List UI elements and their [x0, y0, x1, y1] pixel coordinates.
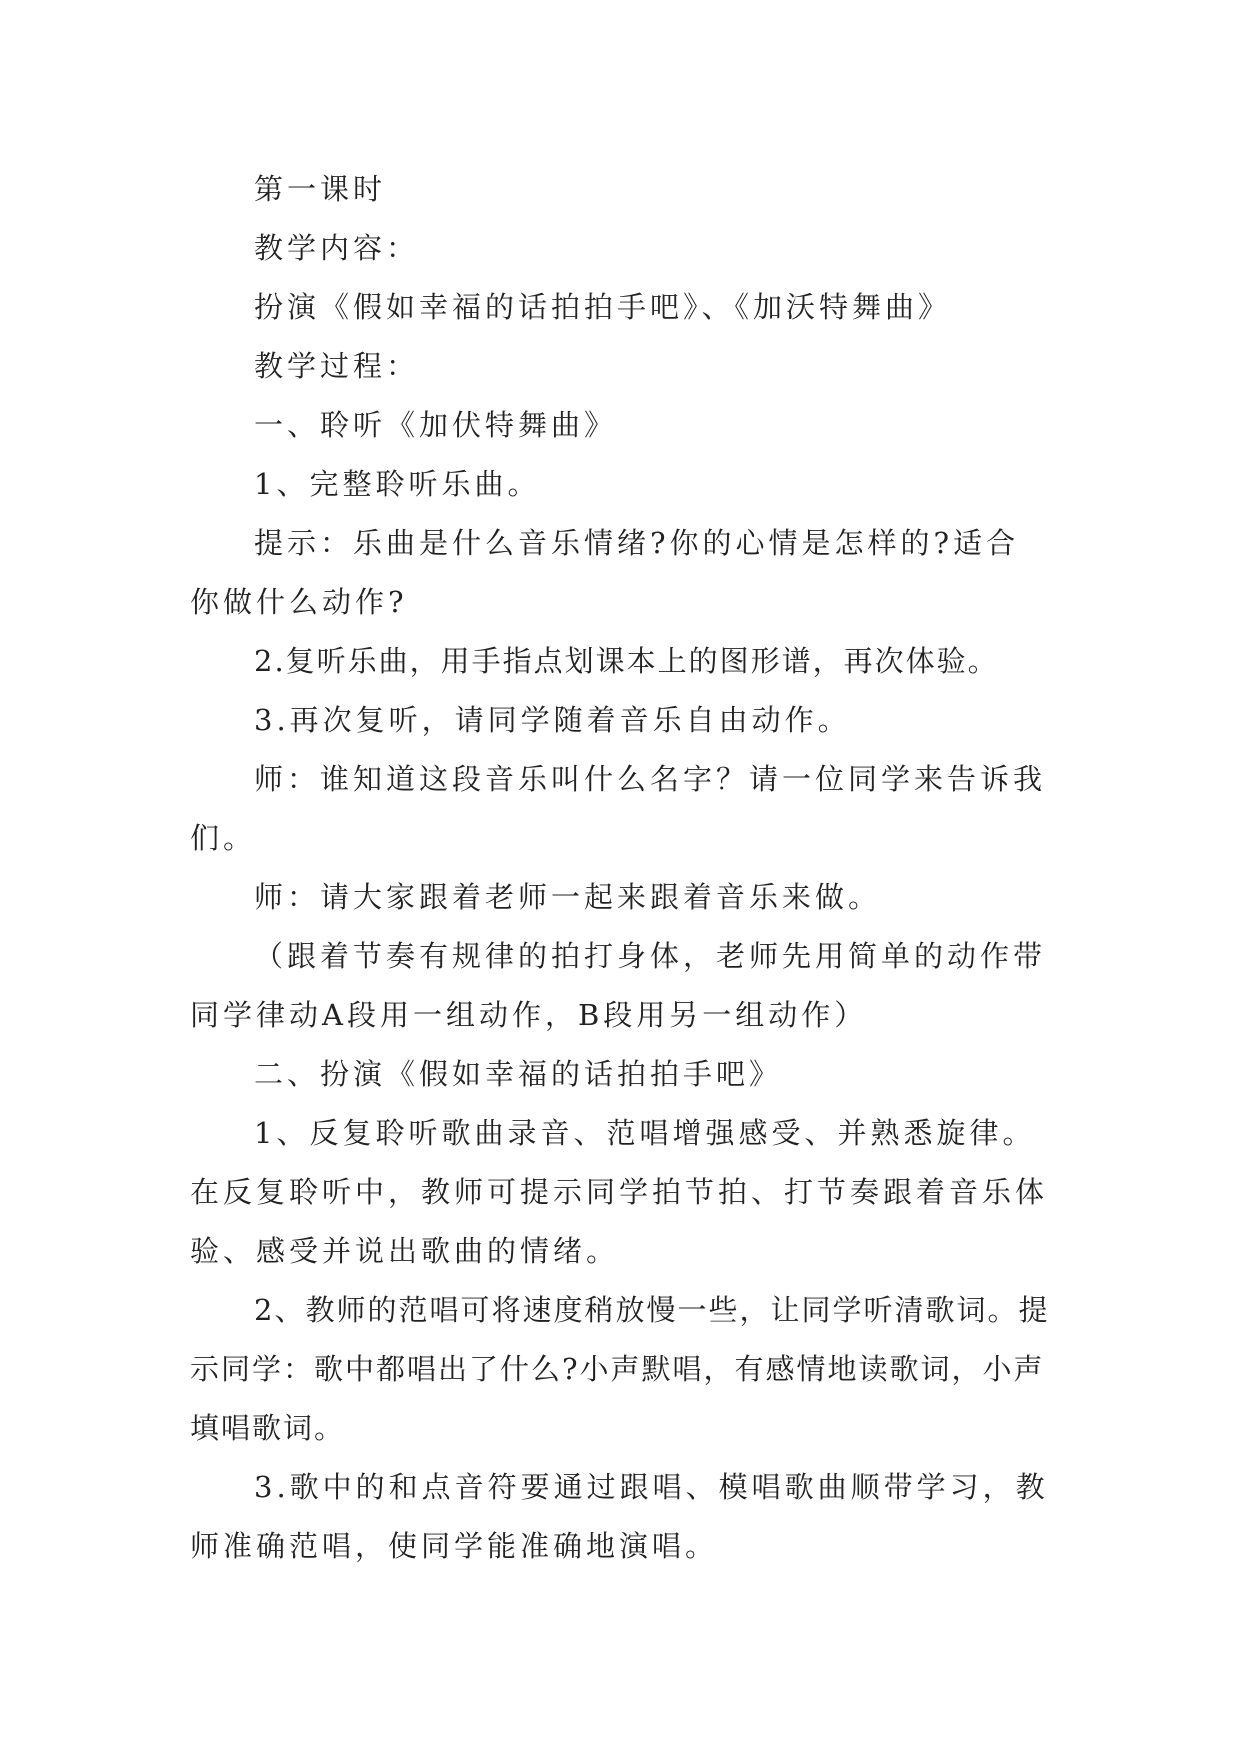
- step-paragraph: 1、完整聆听乐曲。: [254, 467, 541, 501]
- content-label: 教学内容：: [254, 231, 420, 265]
- section-one-heading: 一、聆听《加伏特舞曲》: [254, 408, 618, 442]
- step-paragraph: 2、教师的范唱可将速度稍放慢一些，让同学听清歌词。提示同学：歌中都唱出了什么?小声默唱，有感情地读歌词，小声填唱歌词。: [190, 1293, 1050, 1445]
- hint-paragraph: 提示：乐曲是什么音乐情绪?你的心情是怎样的?适合你做什么动作?: [190, 526, 1020, 619]
- teacher-line: 师：谁知道这段音乐叫什么名字？请一位同学来告诉我们。: [190, 762, 1047, 855]
- step-paragraph: 2.复听乐曲，用手指点划课本上的图形谱，再次体验。: [254, 644, 999, 678]
- teacher-line: 师：请大家跟着老师一起来跟着音乐来做。: [254, 880, 882, 914]
- step-paragraph: 1、反复聆听歌曲录音、范唱增强感受、并熟悉旋律。在反复聆听中，教师可提示同学拍节拍、打节奏跟着音乐体验、感受并说出歌曲的情绪。: [190, 1116, 1049, 1268]
- process-label: 教学过程：: [254, 349, 420, 383]
- document-body: [190, 160, 1050, 1576]
- step-paragraph: 3.歌中的和点音符要通过跟唱、模唱歌曲顺带学习，教师准确范唱，使同学能准确地演唱。: [190, 1470, 1049, 1563]
- step-paragraph: 3.再次复听，请同学随着音乐自由动作。: [254, 703, 851, 737]
- content-text: 扮演《假如幸福的话拍拍手吧》、《加沃特舞曲》: [254, 290, 952, 324]
- lesson-heading: 第一课时: [254, 172, 387, 206]
- section-two-heading: 二、扮演《假如幸福的话拍拍手吧》: [254, 1057, 783, 1091]
- note-paragraph: （跟着节奏有规律的拍打身体，老师先用简单的动作带同学律动A段用一组动作，B段用另一组动作）: [190, 939, 1047, 1032]
